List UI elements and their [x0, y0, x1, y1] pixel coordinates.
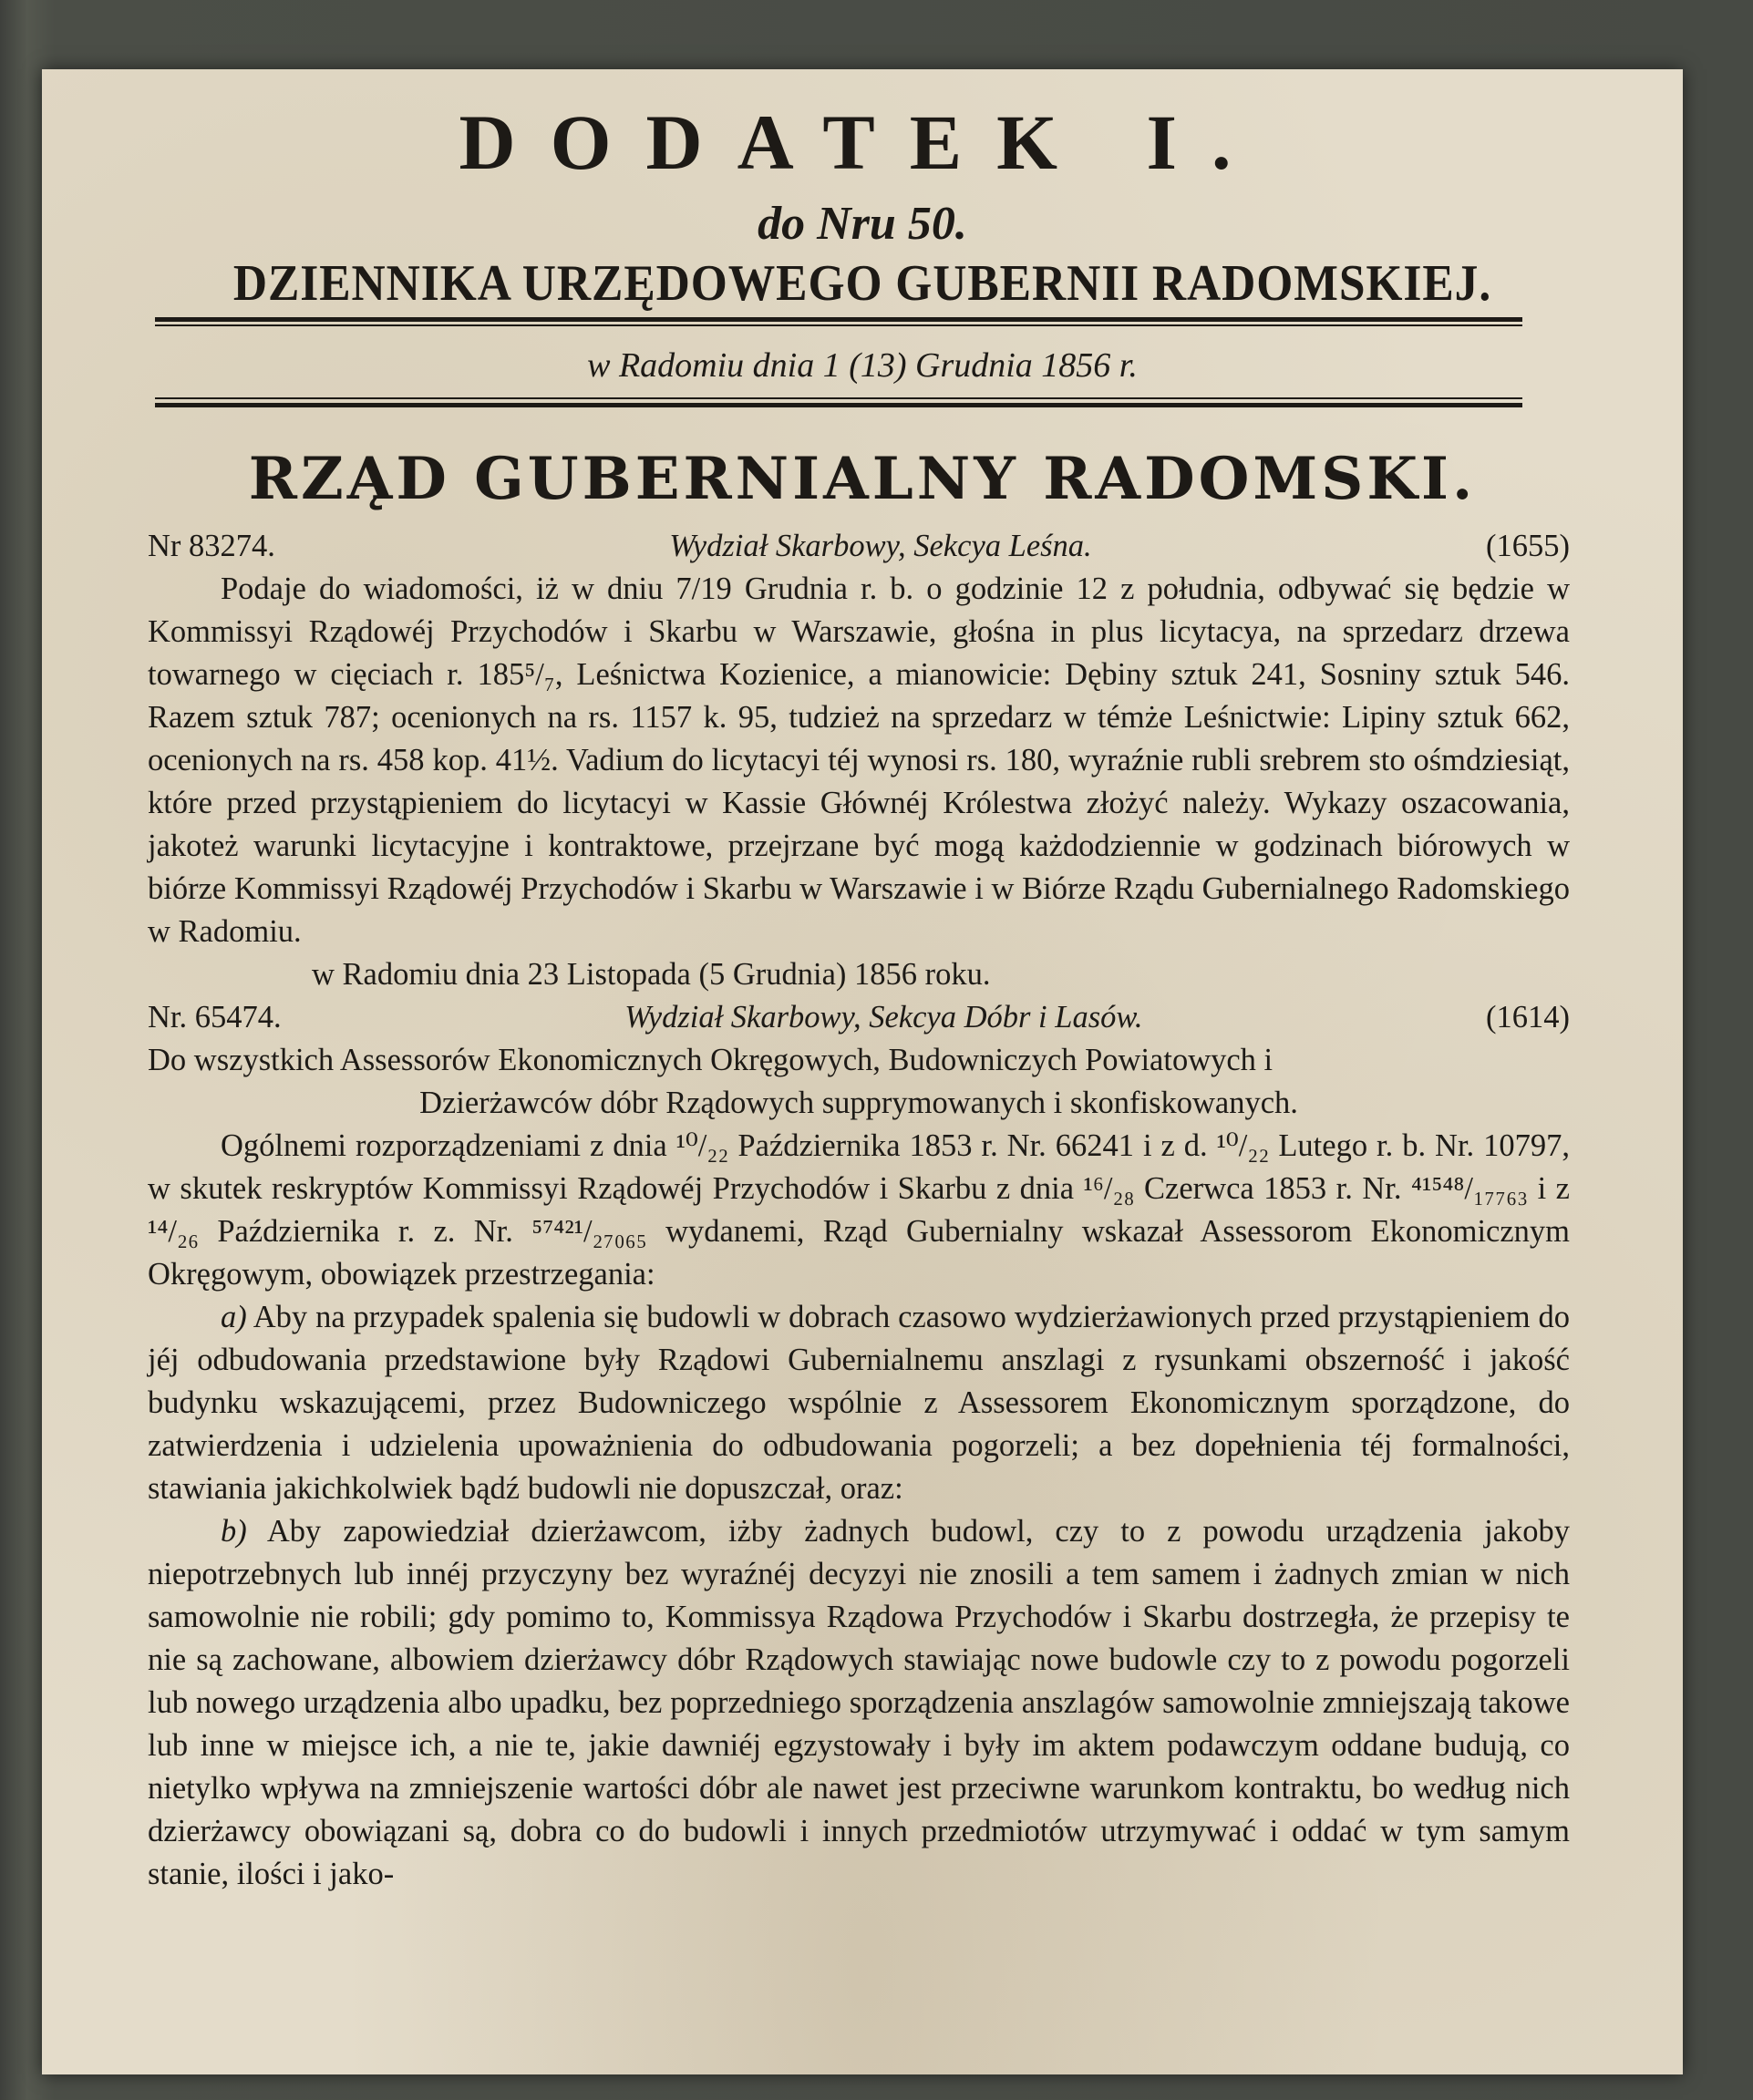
notice2-ref: (1614) [1486, 1000, 1570, 1035]
notice1-header [148, 525, 1570, 568]
header-rule-bottom-thin [155, 397, 1522, 399]
notice1-signoff: w Radomiu dnia 23 Listopada (5 Grudnia) 1856 roku. [312, 957, 991, 992]
notice1-ref: (1655) [1486, 529, 1570, 563]
header-rule-top [155, 317, 1522, 322]
notice2-intro: Ogólnemi rozporządzeniami z dnia ¹⁰/₂₂ Października 1853 r. Nr. 66241 i z d. ¹⁰/₂₂ Lutego r. b. Nr. 10797, w skutek reskryptów Kommissyi Rządowéj Przychodów i Skarbu z dnia ¹⁶/₂₈ Czerwca 1853 r. Nr. ⁴¹⁵⁴⁸/₁₇₇₆₃ i z ¹⁴/₂₆ Października r. z. Nr. ⁵⁷⁴²¹/₂₇₀₆₅ wydanemi, Rząd Gubernialny wskazał Assessorom Ekonomicznym Okręgowym, obowiązek przestrzegania: [148, 1128, 1570, 1292]
notice2-addressee: Do wszystkich Assessorów Ekonomicznych Okręgowych, Budowniczych Powiatowych i [148, 1043, 1274, 1077]
notice1-text: Podaje do wiadomości, iż w dniu 7/19 Grudnia r. b. o godzinie 12 z południa, odbywać się będzie w Kommissyi Rządowéj Przychodów i Skarbu w Warszawie, głośna in plus licytacya, na sprzedarz drzewa towarnego w cięciach r. 185⁵/₇, Leśnictwa Kozienice, a mianowicie: Dębiny sztuk 241, Sosniny sztuk 546. Razem sztuk 787; ocenionych na rs. 1157 k. 95, tudzież na sprzedarz w témże Leśnictwie: Lipiny sztuk 662, ocenionych na rs. 458 kop. 41½. Vadium do licytacyi téj wynosi rs. 180, wyraźnie rubli srebrem sto ośmdziesiąt, które przed przystąpieniem do licytacyi w Kassie Głównéj Królestwa złożyć należy. Wykazy oszacowania, jakoteż warunki licytacyjne i kontraktowe, przejrzane być mogą każdodziennie w godzinach biórowych w biórze Kommissyi Rządowéj Przychodów i Skarbu w Warszawie i w Biórze Rządu Gubernialnego Radomskiego w Radomiu. [148, 571, 1570, 949]
item-b-text: Aby zapowiedział dzierżawcom, iżby żadnych budowl, czy to z powodu urządzenia jakoby niepotrzebnych lub innéj przyczyny bez wyraźnéj decyzyi nie znosili a tem samem i żadnych zmian w nich samowolnie nie robili; gdy pomimo to, Kommissya Rządowa Przychodów i Skarbu dostrzegła, że przepisy te nie są zachowane, albowiem dzierżawcy dóbr Rządowych stawiając nowe budowle czy to z powodu pogorzeli lub nowego urządzenia albo upadku, bez poprzedniego sporządzenia anszlagów samowolnie zmniejszają takowe lub inne w miejsce ich, a nie te, jakie dawniéj egzystowały i były im aktem podawczym oddane budują, co nietylko wpływa na zmniejszenie wartości dóbr ale nawet jest przeciwne warunkom kontraktu, bo według nich dzierżawcy obowiązani są, dobra co do budowli i innych przedmiotów utrzymywać i oddać w tym samym stanie, ilości i jako- [148, 1514, 1570, 1891]
notice1-number: Nr 83274. [148, 529, 275, 563]
notice2-item-b [148, 1510, 1570, 1896]
item-a-label: a) [221, 1300, 247, 1334]
notice2-addressee-cont: Dzierżawców dóbr Rządowych supprymowanych i skonfiskowanych. [419, 1086, 1298, 1120]
item-b-label: b) [221, 1514, 247, 1549]
notice2-number: Nr. 65474. [148, 1000, 282, 1035]
supplement-title: DODATEK I. [459, 98, 1266, 186]
notice2-header [148, 996, 1570, 1039]
journal-name: DZIENNIKA URZĘDOWEGO GUBERNII RADOMSKIEJ. [232, 255, 1492, 312]
notice1-department: Wydział Skarbowy, Sekcya Leśna. [669, 529, 1092, 563]
header-rule-top-thin [155, 324, 1522, 326]
notice2-department: Wydział Skarbowy, Sekcya Dóbr i Lasów. [624, 1000, 1143, 1035]
notice2-item-a [148, 1296, 1570, 1510]
issue-number: do Nru 50. [758, 198, 967, 250]
issue-date: w Radomiu dnia 1 (13) Grudnia 1856 r. [587, 346, 1138, 385]
document-body [148, 525, 1570, 1896]
document-page [42, 69, 1683, 2074]
header-rule-bottom [155, 403, 1522, 407]
item-a-text: Aby na przypadek spalenia się budowli w dobrach czasowo wydzierżawionych przed przystąpieniem do jéj odbudowania przedstawione były Rządowi Gubernialnemu anszlagi z rysunkami obszerność i jakość budynku wskazującemi, przez Budowniczego wspólnie z Assessorem Ekonomicznym sporządzone, do zatwierdzenia i udzielenia upoważnienia do odbudowania pogorzeli; a bez dopełnienia téj formalności, stawiania jakichkolwiek bądź budowli nie dopuszczał, oraz: [148, 1300, 1570, 1506]
office-heading: RZĄD GUBERNIALNY RADOMSKI. [248, 445, 1477, 513]
